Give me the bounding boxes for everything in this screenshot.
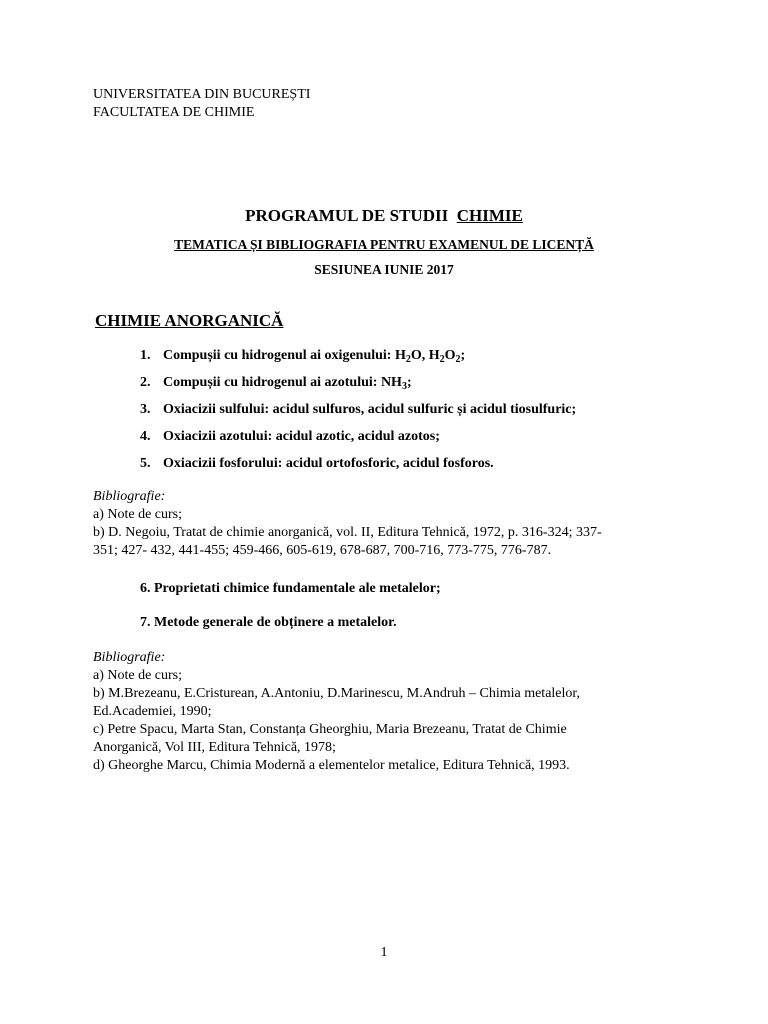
document-title (0, 205, 768, 227)
program-name: CHIMIE (456, 206, 523, 225)
university-name: UNIVERSITATEA DIN BUCUREȘTI (93, 87, 311, 102)
bibliography-line: b) D. Negoiu, Tratat de chimie anorganică, vol. II, Editura Tehnică, 1972, p. 316-324; 337- (93, 525, 602, 540)
list-item: 3. Oxiacizii sulfului: acidul sulfuros, acidul sulfuric și acidul tiosulfuric; (140, 402, 577, 417)
institution-header (93, 86, 310, 122)
bibliography-line: d) Gheorghe Marcu, Chimia Modernă a elementelor metalice, Editura Tehnică, 1993. (93, 758, 570, 773)
bibliography-line: a) Note de curs; (93, 507, 183, 522)
title-prefix: PROGRAMUL DE STUDII (245, 206, 449, 225)
list-item: 2. Compușii cu hidrogenul ai azotului: $NH_3$; (140, 375, 412, 392)
bibliography-heading: Bibliografie: (93, 650, 166, 665)
bibliography-line: 351; 427- 432, 441-455; 459-466, 605-619, 678-687, 700-716, 773-775, 776-787. (93, 543, 552, 558)
bibliography-line: a) Note de curs; (93, 668, 183, 683)
document-subtitle (0, 236, 768, 254)
page-number: 1 (380, 945, 388, 960)
bibliography-line: c) Petre Spacu, Marta Stan, Constanța Gheorghiu, Maria Brezeanu, Tratat de Chimie (93, 722, 567, 737)
list-item: 4. Oxiacizii azotului: acidul azotic, acidul azotos; (140, 429, 440, 444)
bibliography-line: Ed.Academiei, 1990; (93, 704, 212, 719)
topic-list (140, 347, 576, 482)
list-item: 1. Compușii cu hidrogenul ai oxigenului: $H_2O$, $H_2O_2$; (140, 348, 466, 365)
list-item: 5. Oxiacizii fosforului: acidul ortofosforic, acidul fosforos. (140, 456, 494, 471)
topic-item-6: 6. Proprietati chimice fundamentale ale metalelor; (140, 581, 441, 596)
bibliography-block (93, 488, 693, 560)
subtitle-text: TEMATICA ȘI BIBLIOGRAFIA PENTRU EXAMENUL DE LICENȚĂ (174, 237, 594, 252)
bibliography-block (93, 649, 693, 775)
bibliography-line: b) M.Brezeanu, E.Cristurean, A.Antoniu, D.Marinescu, M.Andruh – Chimia metalelor, (93, 686, 581, 701)
bibliography-line: Anorganică, Vol III, Editura Tehnică, 1978; (93, 740, 336, 755)
section-title: CHIMIE ANORGANICĂ (95, 311, 284, 330)
faculty-name: FACULTATEA DE CHIMIE (93, 105, 255, 120)
bibliography-heading: Bibliografie: (93, 489, 166, 504)
session-line: SESIUNEA IUNIE 2017 (314, 262, 454, 277)
topic-item-7: 7. Metode generale de obținere a metalelor. (140, 615, 397, 630)
